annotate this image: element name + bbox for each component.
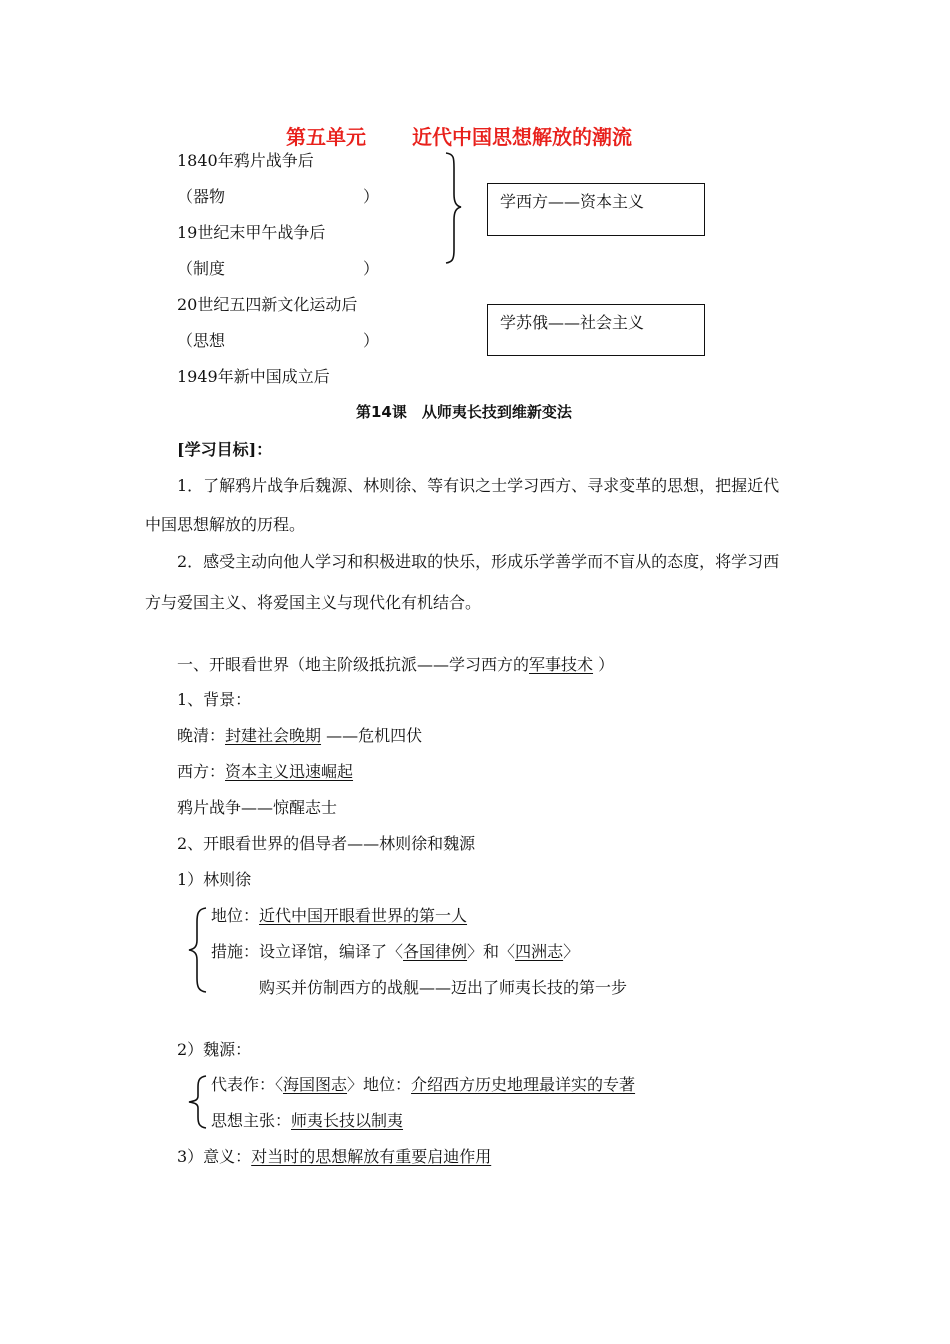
lin-status-label: 地位： <box>211 906 260 925</box>
goals-heading: [学习目标]： <box>177 440 273 459</box>
wei-brace-icon <box>186 1074 210 1130</box>
timeline-stage-thought: （思想 <box>177 331 226 350</box>
lin-brace-icon <box>186 906 210 994</box>
late-qing-suffix: ——危机四伏 <box>321 726 423 745</box>
wei-work-label: 代表作：〈 <box>211 1075 284 1094</box>
section-1-heading <box>177 655 614 675</box>
timeline-1894: 19世纪末甲午战争后 <box>177 223 326 242</box>
lin-book-1: 各国律例 <box>403 942 468 961</box>
goal-2-line-1: 2．感受主动向他人学习和积极进取的快乐，形成乐学善学而不盲从的态度，将学习西 <box>177 552 780 571</box>
timeline-1919: 20世纪五四新文化运动后 <box>177 295 358 314</box>
wei-work-line <box>211 1075 635 1095</box>
lin-zexu-heading: 1）林则徐 <box>177 870 252 889</box>
timeline-stage-objects-close: ） <box>363 187 380 206</box>
learn-west-text: 学西方——资本主义 <box>500 192 645 211</box>
timeline-1840: 1840年鸦片战争后 <box>177 151 314 170</box>
timeline-stage-system: （制度 <box>177 259 226 278</box>
lin-measure-and: 〉和〈 <box>467 942 516 961</box>
lin-status-term: 近代中国开眼看世界的第一人 <box>259 906 468 925</box>
lin-measures-line <box>211 942 579 962</box>
background-heading: 1、背景： <box>177 690 252 709</box>
lin-book-2: 四洲志 <box>515 942 564 961</box>
timeline-stage-objects: （器物 <box>177 187 226 206</box>
timeline-stage-system-close: ） <box>363 259 380 278</box>
goal-2-line-2: 方与爱国主义、将爱国主义与现代化有机结合。 <box>145 593 482 612</box>
wei-idea-line <box>211 1111 403 1131</box>
meaning-label: 3）意义： <box>177 1147 252 1166</box>
west-label: 西方： <box>177 762 226 781</box>
wei-work-status-label: 〉地位： <box>347 1075 412 1094</box>
opium-war-line: 鸦片战争——惊醒志士 <box>177 798 338 817</box>
lin-measure-label: 措施： <box>211 942 260 961</box>
west-line <box>177 762 353 782</box>
west-term: 资本主义迅速崛起 <box>225 762 354 781</box>
learn-west-box <box>487 183 705 236</box>
late-qing-label: 晚清： <box>177 726 226 745</box>
timeline-1949: 1949年新中国成立后 <box>177 367 330 386</box>
timeline-stage-thought-close: ） <box>363 331 380 350</box>
learn-soviet-box <box>487 304 705 356</box>
meaning-line <box>177 1147 491 1167</box>
learn-soviet-text: 学苏俄——社会主义 <box>500 313 645 332</box>
lin-measures-line-2: 购买并仿制西方的战舰——迈出了师夷长技的第一步 <box>259 978 628 997</box>
wei-work-title: 海国图志 <box>283 1075 348 1094</box>
wei-idea-label: 思想主张： <box>211 1111 292 1130</box>
goal-1-line-1: 1．了解鸦片战争后魏源、林则徐、等有识之士学习西方、寻求变革的思想，把握近代 <box>177 476 780 495</box>
section-1-heading-suffix: ） <box>593 655 615 674</box>
unit-title-number: 第五单元 <box>286 125 366 149</box>
late-qing-line <box>177 726 422 746</box>
lin-status-line <box>211 906 467 926</box>
unit-title-text: 近代中国思想解放的潮流 <box>412 125 632 149</box>
pioneers-heading: 2、开眼看世界的倡导者——林则徐和魏源 <box>177 834 476 853</box>
goal-1-line-2: 中国思想解放的历程。 <box>145 515 306 534</box>
brace-icon <box>440 150 470 266</box>
lin-measure-end: 〉 <box>563 942 580 961</box>
unit-title <box>286 124 632 150</box>
military-tech-term: 军事技术 <box>529 655 594 674</box>
wei-work-status: 介绍西方历史地理最详实的专著 <box>411 1075 636 1094</box>
meaning-term: 对当时的思想解放有重要启迪作用 <box>251 1147 492 1166</box>
wei-yuan-heading: 2）魏源： <box>177 1040 252 1059</box>
late-qing-term: 封建社会晚期 <box>225 726 322 745</box>
wei-idea-term: 师夷长技以制夷 <box>291 1111 404 1130</box>
lin-measure-text: 设立译馆，编译了〈 <box>259 942 404 961</box>
lesson-title: 第14课 从师夷长技到维新变法 <box>356 403 572 421</box>
section-1-heading-prefix: 一、开眼看世界（地主阶级抵抗派——学习西方的 <box>177 655 530 674</box>
